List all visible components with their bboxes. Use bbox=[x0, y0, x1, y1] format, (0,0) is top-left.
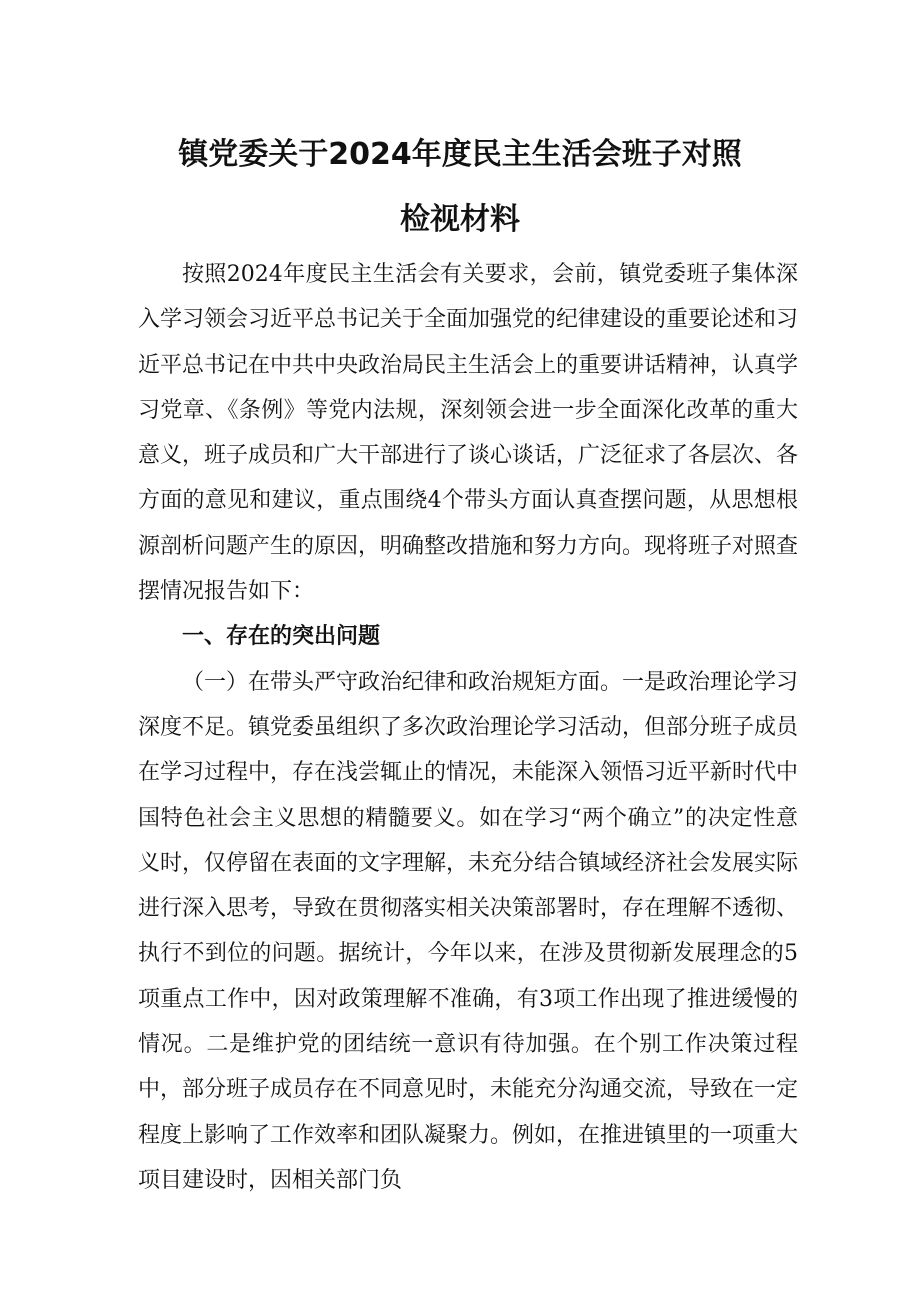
section-paragraph: （一）在带头严守政治纪律和政治规矩方面。一是政治理论学习深度不足。镇党委虽组织了多次政治理论学习活动，但部分班子成员在学习过程中，存在浅尝辄止的情况，未能深入领悟习近平新时代中国特色社会主义思想的精髓要义。如在学习“两个确立”的决定性意义时，仅停留在表面的文字理解，未充分结合镇域经济社会发展实际进行深入思考，导致在贯彻落实相关决策部署时，存在理解不透彻、执行不到位的问题。据统计，今年以来，在涉及贯彻新发展理念的5项重点工作中，因对政策理解不准确，有3项工作出现了推进缓慢的情况。二是维护党的团结统一意识有待加强。在个别工作决策过程中，部分班子成员存在不同意见时，未能充分沟通交流，导致在一定程度上影响了工作效率和团队凝聚力。例如，在推进镇里的一项重大项目建设时，因相关部门负 bbox=[138, 669, 799, 1193]
document-body bbox=[138, 252, 798, 1203]
document-title-line-2: 检视材料 bbox=[400, 202, 520, 237]
intro-paragraph: 按照2024年度民主生活会有关要求，会前，镇党委班子集体深入学习领会习近平总书记关于全面加强党的纪律建设的重要论述和习近平总书记在中共中央政治局民主生活会上的重要讲话精神，认真学习党章、《条例》等党内法规，深刻领会进一步全面深化改革的重大意义，班子成员和广大干部进行了谈心谈话，广泛征求了各层次、各方面的意见和建议，重点围绕4个带头方面认真查摆问题，从思想根源剖析问题产生的原因，明确整改措施和努力方向。现将班子对照查摆情况报告如下： bbox=[138, 262, 799, 605]
section-heading: 一、存在的突出问题 bbox=[182, 624, 381, 650]
document-title-line-1: 镇党委关于2024年度民主生活会班子对照 bbox=[178, 137, 742, 172]
